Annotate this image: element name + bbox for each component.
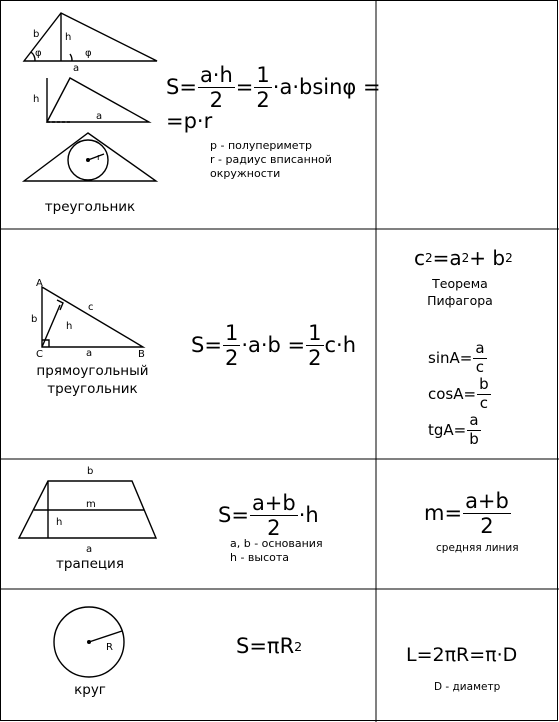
fraction-one-half: $\frac{1}{2}$ [224, 321, 239, 371]
fraction-one-half: $\frac{1}{2}$ [256, 63, 270, 113]
label-A: A [36, 278, 43, 289]
formula-s: S= [166, 75, 197, 100]
circle-diagram [0, 590, 170, 690]
triangle-diagrams [0, 0, 170, 200]
midline-caption: средняя линия [436, 542, 519, 554]
label-c: c [88, 302, 94, 313]
circle-center [87, 640, 91, 644]
theorem-label-1: Теорема [432, 276, 488, 291]
label-a-2: a [96, 111, 103, 122]
incircle-radius [88, 154, 104, 160]
label-h: h [56, 517, 63, 528]
incircle-center [86, 158, 90, 162]
trapezoid-diagram [0, 460, 170, 560]
fraction-one-half-2: $\frac{1}{2}$ [308, 321, 322, 371]
triangle-area-formula: S= $\frac{a\cdot h}{2}$ = $\frac{1}{2}$ ·a·bsinφ = [166, 63, 381, 113]
label-h: h [65, 32, 72, 43]
label-b: b [87, 466, 94, 477]
fraction-a-plus-b-over-2: $\frac{a+b}{2}$ [251, 491, 296, 541]
sine-formula: sinA= $\frac{a}{c}$ [428, 339, 485, 376]
label-C: C [36, 349, 43, 360]
label-phi-1: φ [35, 48, 42, 59]
right-triangle-diagram [0, 270, 170, 370]
circle-area-formula: S=πR 2 [236, 634, 303, 658]
triangle-caption: треугольник [44, 199, 136, 215]
label-h-2: h [33, 94, 40, 105]
circle-caption: круг [74, 682, 106, 698]
label-B: B [138, 349, 145, 360]
right-triangle-caption-1: прямоугольный [36, 363, 149, 379]
right-triangle-caption-2: треугольник [47, 381, 138, 397]
diameter-caption: D - диаметр [434, 681, 501, 693]
fraction-ah-over-2: $\frac{a\cdot h}{2}$ [199, 63, 233, 113]
note-height: h - высота [230, 551, 290, 564]
note-circle: окружности [210, 167, 281, 180]
theorem-label-2: Пифагора [427, 293, 493, 308]
label-phi-2: φ [85, 48, 92, 59]
triangle-area-formula-pr: =p·r [166, 109, 213, 133]
right-triangle-height [42, 305, 60, 347]
circle-radius [89, 631, 122, 642]
cosine-formula: cosA= $\frac{b}{c}$ [428, 375, 489, 412]
label-m: m [86, 499, 96, 510]
label-a: a [86, 544, 93, 555]
label-r: r [97, 153, 101, 163]
label-a: a [86, 348, 93, 359]
tangent-formula: tgA= $\frac{a}{b}$ [428, 411, 479, 448]
label-a: a [73, 63, 80, 74]
label-b: b [31, 314, 38, 325]
note-bases: a, b - основания [230, 537, 323, 550]
midline-formula: m= $\frac{a+b}{2}$ [424, 489, 509, 539]
label-b: b [33, 29, 40, 40]
note-inradius: r - радиус вписанной [210, 153, 332, 166]
pythagoras-formula: c 2 =a 2 + b 2 [414, 246, 513, 270]
circumference-formula: L=2πR=π·D [406, 644, 518, 666]
trapezoid-caption: трапеция [56, 556, 124, 572]
right-triangle-shape [42, 287, 143, 347]
note-semiperimeter: p - полупериметр [210, 139, 312, 152]
angle-arc-2 [70, 54, 72, 61]
label-R: R [106, 642, 113, 653]
label-h: h [66, 321, 73, 332]
right-triangle-area-formula: S= $\frac{1}{2}$ ·a·b = $\frac{1}{2}$ c·h [191, 321, 357, 371]
trapezoid-area-formula: S= $\frac{a+b}{2}$ ·h [218, 491, 319, 541]
